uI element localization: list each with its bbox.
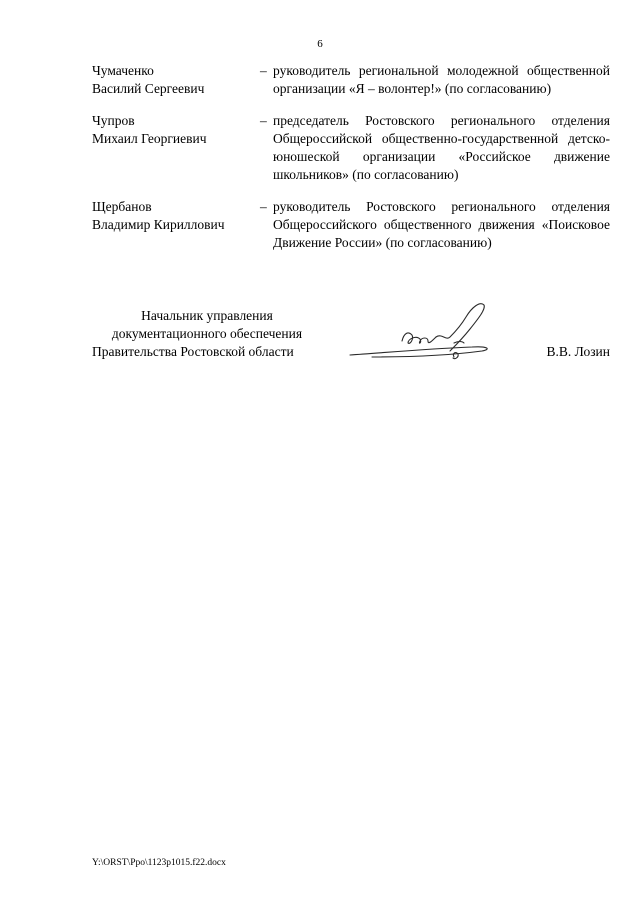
signer-title-line: Начальник управления xyxy=(141,308,273,323)
dash-separator: – xyxy=(260,63,267,78)
footer-file-path: Y:\ORST\Ppo\1123p1015.f22.docx xyxy=(92,858,226,868)
dash-separator: – xyxy=(260,199,267,214)
member-given-names: Владимир Кириллович xyxy=(92,217,225,232)
member-surname: Чумаченко xyxy=(92,63,154,78)
signature-block xyxy=(92,307,610,377)
handwritten-signature xyxy=(342,297,512,377)
member-entry xyxy=(92,62,610,98)
page-number: 6 xyxy=(317,38,323,50)
member-name xyxy=(92,112,260,184)
member-role: руководитель региональной молодежной общественной организации «Я – волонтер!» (по согласованию) xyxy=(273,63,610,96)
member-name xyxy=(92,198,260,252)
signer-title xyxy=(92,307,322,361)
member-list xyxy=(92,62,610,252)
signer-name: В.В. Лозин xyxy=(546,344,610,359)
member-given-names: Михаил Георгиевич xyxy=(92,131,207,146)
member-name xyxy=(92,62,260,98)
signer-title-line: Правительства Ростовской области xyxy=(92,344,294,359)
member-surname: Чупров xyxy=(92,113,135,128)
dash-separator: – xyxy=(260,113,267,128)
signer-title-line: документационного обеспечения xyxy=(111,326,303,341)
member-entry xyxy=(92,112,610,184)
member-role: руководитель Ростовского регионального отделения Общероссийского общественного движения «Поисковое Движение России» (по согласованию) xyxy=(273,199,610,250)
member-entry xyxy=(92,198,610,252)
member-surname: Щербанов xyxy=(92,199,152,214)
member-given-names: Василий Сергеевич xyxy=(92,81,205,96)
member-role: председатель Ростовского регионального отделения Общероссийской общественно-государственной детско-юношеской организации «Российское движение школьников» (по согласованию) xyxy=(273,113,610,182)
